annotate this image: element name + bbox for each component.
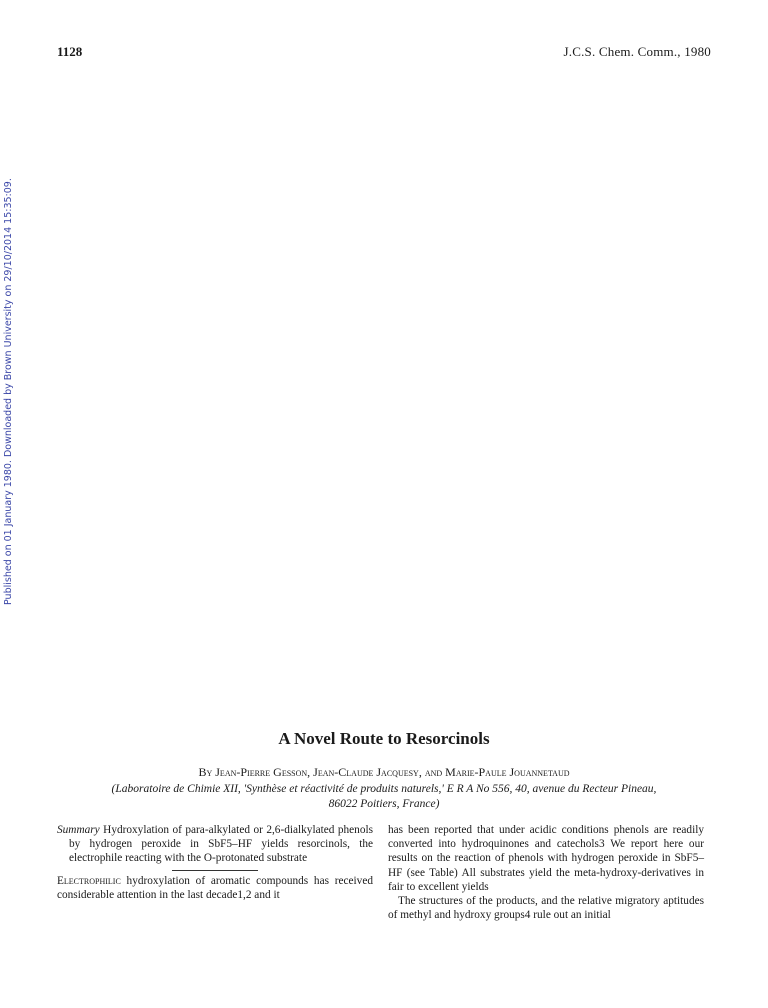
summary <box>57 823 373 866</box>
download-stamp[interactable]: Published on 01 January 1980. Downloaded by Brown University on 29/10/2014 15:35:09. <box>3 178 14 605</box>
right-column <box>388 823 704 922</box>
journal-header: J.C.S. Chem. Comm., 1980 <box>563 44 711 59</box>
article-title: A Novel Route to Resorcinols <box>278 729 490 748</box>
summary-divider <box>172 870 258 871</box>
intro-lead: Electrophilic <box>57 874 121 887</box>
right-paragraph-1: has been reported that under acidic conditions phenols are readily converted into hydroquinones and catechols3 We report here our results on the reaction of phenols with hydrogen peroxide in SbF5–HF (see Table) All substrates yield the meta-hydroxy-derivatives in fair to excellent yields <box>388 824 704 893</box>
page-number: 1128 <box>57 44 83 59</box>
left-column <box>57 823 373 902</box>
intro-text: hydroxylation of aromatic compounds has received considerable attention in the last decade1,2 and it <box>57 874 373 901</box>
summary-label: Summary <box>57 824 100 836</box>
author-byline: By Jean-Pierre Gesson, Jean-Claude Jacquesy, and Marie-Paule Jouannetaud <box>198 765 570 779</box>
right-paragraph-2: The structures of the products, and the relative migratory aptitudes of methyl and hydroxy groups4 rule out an initial <box>388 895 704 922</box>
summary-text: Hydroxylation of para-alkylated or 2,6-dialkylated phenols by hydrogen peroxide in SbF5–HF yields resorcinols, the electrophile reacting with the O-protonated substrate <box>69 824 373 865</box>
affiliation-line-2: 86022 Poitiers, France) <box>328 798 440 810</box>
intro-paragraph <box>57 874 373 902</box>
affiliation-line-1: (Laboratoire de Chimie XII, 'Synthèse et réactivité de produits naturels,' E R A No 556, 40, avenue du Recteur Pineau, <box>111 783 657 795</box>
affiliation <box>57 782 711 812</box>
